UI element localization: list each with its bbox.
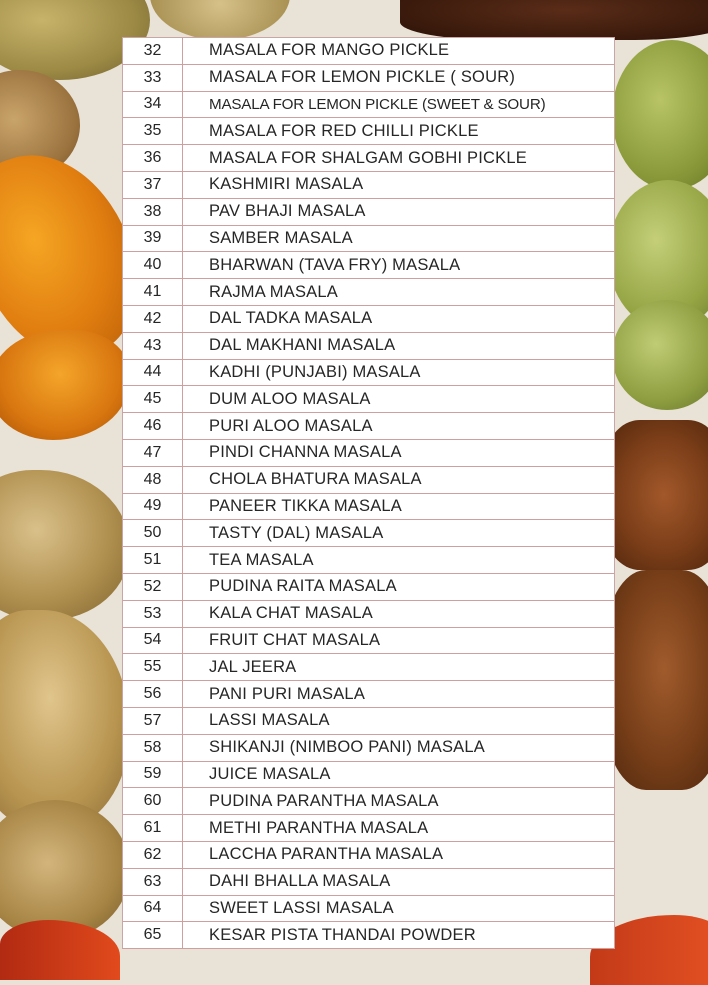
item-name: DAHI BHALLA MASALA — [209, 872, 391, 891]
item-number: 45 — [123, 386, 183, 412]
item-name: SHIKANJI (NIMBOO PANI) MASALA — [209, 738, 485, 757]
item-name: PINDI CHANNA MASALA — [209, 443, 402, 462]
item-number: 49 — [123, 494, 183, 520]
ginger-image — [0, 470, 130, 620]
item-number: 32 — [123, 38, 183, 64]
item-name: RAJMA MASALA — [209, 282, 338, 301]
item-name: DAL TADKA MASALA — [209, 309, 373, 328]
item-name: KALA CHAT MASALA — [209, 604, 373, 623]
table-row — [123, 547, 614, 574]
item-number: 44 — [123, 360, 183, 386]
item-name: DUM ALOO MASALA — [209, 389, 371, 408]
item-name: PUDINA RAITA MASALA — [209, 577, 397, 596]
item-name: TEA MASALA — [209, 550, 314, 569]
item-number: 43 — [123, 333, 183, 359]
table-row — [123, 145, 614, 172]
item-number: 64 — [123, 896, 183, 922]
item-number: 53 — [123, 601, 183, 627]
item-number: 33 — [123, 65, 183, 91]
item-number: 46 — [123, 413, 183, 439]
item-number: 40 — [123, 252, 183, 278]
item-number: 34 — [123, 92, 183, 118]
table-row — [123, 386, 614, 413]
table-row — [123, 628, 614, 655]
table-row — [123, 279, 614, 306]
item-number: 37 — [123, 172, 183, 198]
cardamom-image — [612, 300, 708, 410]
table-row — [123, 520, 614, 547]
cardamom-image — [612, 40, 708, 190]
table-row — [123, 172, 614, 199]
item-name: MASALA FOR RED CHILLI PICKLE — [209, 121, 479, 140]
item-name: PURI ALOO MASALA — [209, 416, 373, 435]
table-row — [123, 440, 614, 467]
table-row — [123, 413, 614, 440]
star-anise-image — [604, 420, 708, 570]
table-row — [123, 815, 614, 842]
table-row — [123, 467, 614, 494]
table-row — [123, 654, 614, 681]
item-number: 62 — [123, 842, 183, 868]
item-name: DAL MAKHANI MASALA — [209, 336, 396, 355]
item-name: SAMBER MASALA — [209, 228, 353, 247]
masala-list-table — [122, 37, 615, 949]
item-number: 48 — [123, 467, 183, 493]
item-number: 47 — [123, 440, 183, 466]
item-name: MASALA FOR SHALGAM GOBHI PICKLE — [209, 148, 527, 167]
table-row — [123, 922, 614, 949]
item-number: 65 — [123, 922, 183, 948]
table-row — [123, 762, 614, 789]
item-name: PANI PURI MASALA — [209, 684, 366, 703]
table-row — [123, 708, 614, 735]
item-number: 36 — [123, 145, 183, 171]
table-row — [123, 842, 614, 869]
table-row — [123, 118, 614, 145]
table-row — [123, 681, 614, 708]
item-number: 60 — [123, 788, 183, 814]
item-name: PANEER TIKKA MASALA — [209, 496, 403, 515]
item-number: 35 — [123, 118, 183, 144]
table-row — [123, 574, 614, 601]
table-row — [123, 360, 614, 387]
nut-image — [150, 0, 290, 40]
item-number: 54 — [123, 628, 183, 654]
item-number: 61 — [123, 815, 183, 841]
table-row — [123, 65, 614, 92]
item-name: PUDINA PARANTHA MASALA — [209, 791, 439, 810]
item-number: 57 — [123, 708, 183, 734]
item-number: 42 — [123, 306, 183, 332]
table-row — [123, 92, 614, 119]
item-number: 56 — [123, 681, 183, 707]
item-name: SWEET LASSI MASALA — [209, 898, 394, 917]
table-row — [123, 226, 614, 253]
ginger-image — [0, 800, 130, 940]
item-number: 59 — [123, 762, 183, 788]
item-number: 63 — [123, 869, 183, 895]
chilli-image — [0, 920, 120, 980]
item-name: KADHI (PUNJABI) MASALA — [209, 362, 421, 381]
table-row — [123, 601, 614, 628]
star-anise-image — [604, 570, 708, 790]
item-name: LACCHA PARANTHA MASALA — [209, 845, 444, 864]
item-name: JAL JEERA — [209, 657, 297, 676]
item-number: 58 — [123, 735, 183, 761]
item-name: MASALA FOR MANGO PICKLE — [209, 41, 450, 60]
cloves-image — [400, 0, 708, 40]
table-row — [123, 494, 614, 521]
item-name: BHARWAN (TAVA FRY) MASALA — [209, 255, 461, 274]
item-name: MASALA FOR LEMON PICKLE (SWEET & SOUR) — [209, 95, 546, 113]
table-row — [123, 38, 614, 65]
item-number: 41 — [123, 279, 183, 305]
item-number: 51 — [123, 547, 183, 573]
table-row — [123, 735, 614, 762]
item-number: 39 — [123, 226, 183, 252]
item-name: KESAR PISTA THANDAI POWDER — [209, 925, 476, 944]
table-row — [123, 252, 614, 279]
item-number: 55 — [123, 654, 183, 680]
item-name: TASTY (DAL) MASALA — [209, 523, 384, 542]
table-row — [123, 333, 614, 360]
item-name: CHOLA BHATURA MASALA — [209, 470, 422, 489]
table-row — [123, 896, 614, 923]
table-row — [123, 199, 614, 226]
item-name: FRUIT CHAT MASALA — [209, 630, 381, 649]
table-row — [123, 306, 614, 333]
item-number: 52 — [123, 574, 183, 600]
item-name: JUICE MASALA — [209, 764, 331, 783]
table-row — [123, 869, 614, 896]
item-name: METHI PARANTHA MASALA — [209, 818, 429, 837]
item-name: MASALA FOR LEMON PICKLE ( SOUR) — [209, 68, 516, 87]
ginger-image — [0, 610, 130, 830]
item-number: 50 — [123, 520, 183, 546]
table-row — [123, 788, 614, 815]
turmeric-image — [0, 330, 130, 440]
item-name: KASHMIRI MASALA — [209, 175, 364, 194]
item-number: 38 — [123, 199, 183, 225]
item-name: PAV BHAJI MASALA — [209, 202, 366, 221]
item-name: LASSI MASALA — [209, 711, 330, 730]
